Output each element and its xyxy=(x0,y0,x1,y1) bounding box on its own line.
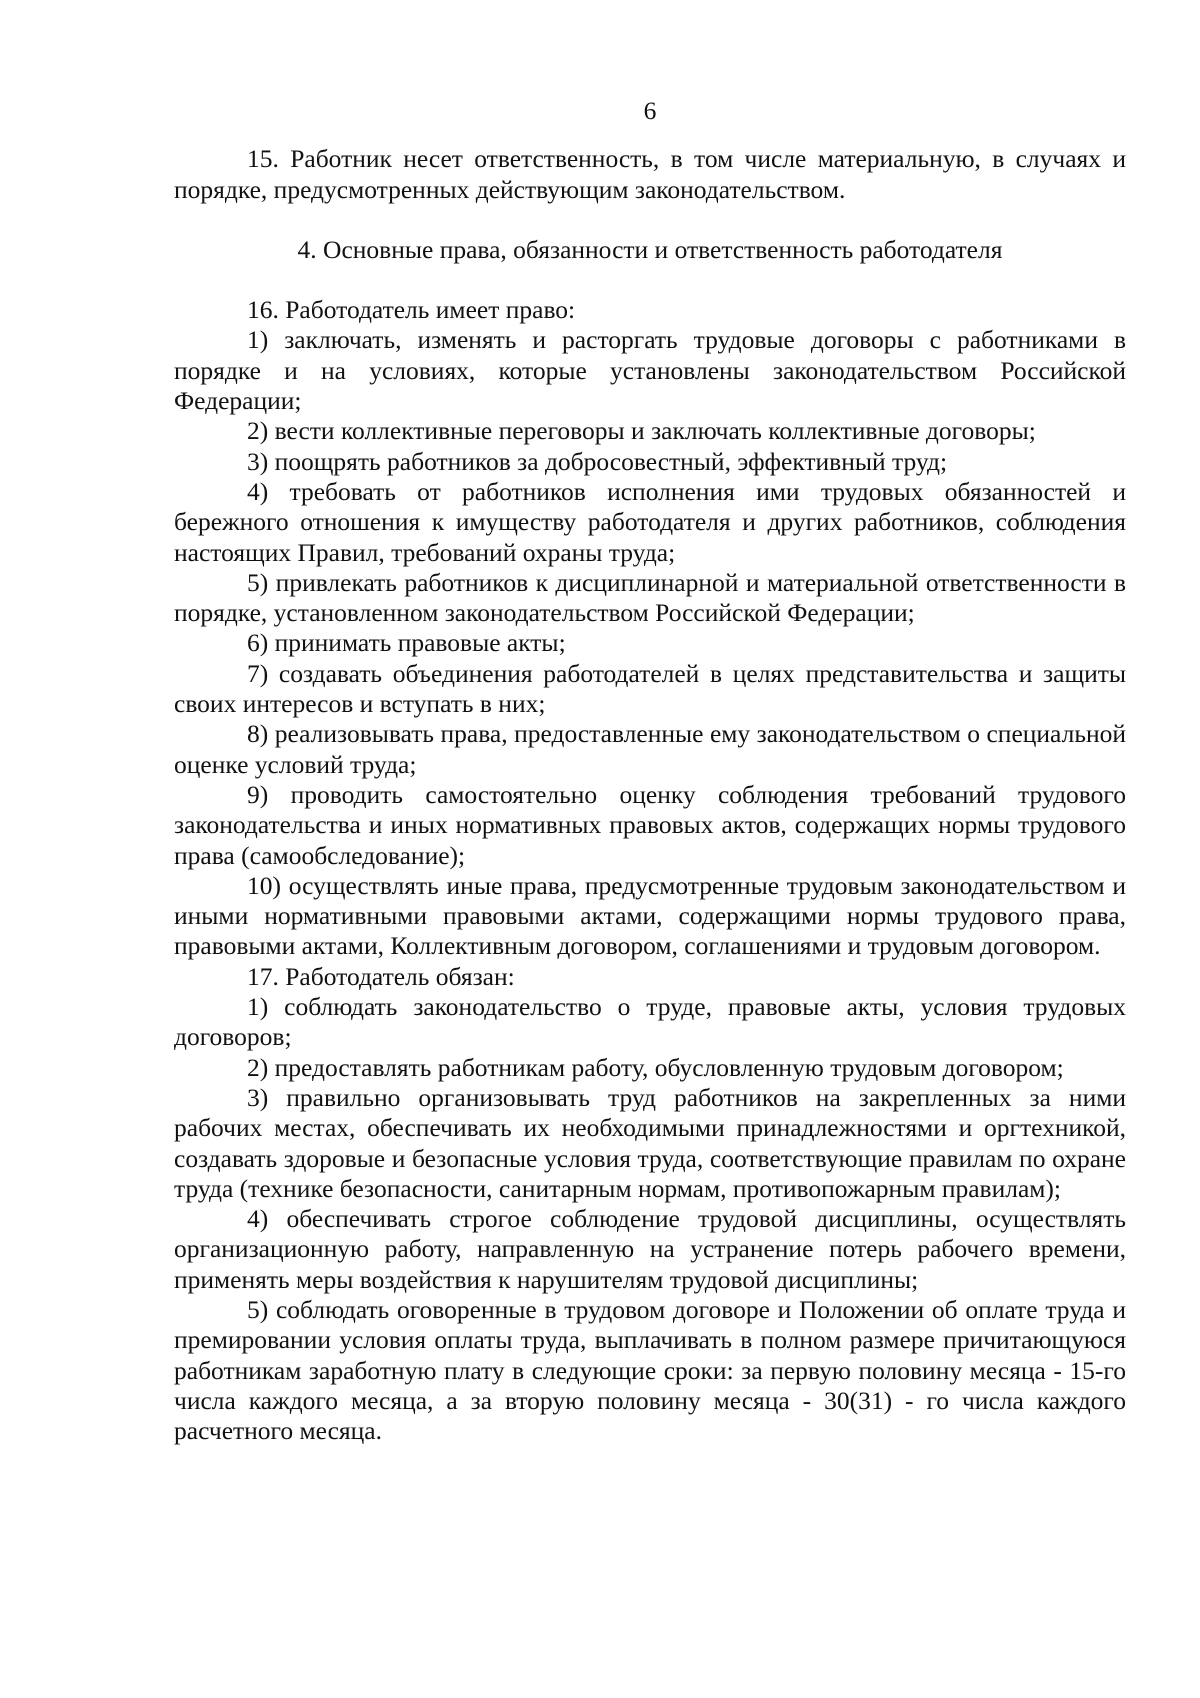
list-item: 3) правильно организовывать труд работников на закрепленных за ними рабочих местах, обеспечивать их необходимыми принадлежностями и оргтехникой, создавать здоровые и безопасные условия труда, соответствующие правилам по охране труда (технике безопасности, санитарным нормам, противопожарным правилам); xyxy=(174,1082,1126,1203)
document-page xyxy=(174,96,1126,1446)
paragraph-15: 15. Работник несет ответственность, в том числе материальную, в случаях и порядке, предусмотренных действующим законодательством. xyxy=(174,144,1126,204)
list-item: 6) принимать правовые акты; xyxy=(247,628,566,658)
list-item: 8) реализовывать права, предоставленные ему законодательством о специальной оценке условий труда; xyxy=(174,719,1126,779)
list-item: 2) вести коллективные переговоры и заключать коллективные договоры; xyxy=(247,416,1036,446)
section-heading: 4. Основные права, обязанности и ответственность работодателя xyxy=(297,234,1003,264)
list-item: 9) проводить самостоятельно оценку соблюдения требований трудового законодательства и иных нормативных правовых актов, содержащих нормы трудового права (самообследование); xyxy=(174,779,1126,870)
list-item: 4) требовать от работников исполнения ими трудовых обязанностей и бережного отношения к имуществу работодателя и других работников, соблюдения настоящих Правил, требований охраны труда; xyxy=(174,476,1126,567)
list-item: 3) поощрять работников за добросовестный, эффективный труд; xyxy=(247,446,948,476)
list-item: 2) предоставлять работникам работу, обусловленную трудовым договором; xyxy=(247,1052,1064,1082)
list-item: 5) соблюдать оговоренные в трудовом договоре и Положении об оплате труда и премировании условия оплаты труда, выплачивать в полном размере причитающуюся работникам заработную плату в следующие сроки: за первую половину месяца - 15-го числа каждого месяца, а за вторую половину месяца - 30(31) - го числа каждого расчетного месяца. xyxy=(174,1294,1126,1446)
page-number: 6 xyxy=(643,96,657,125)
list-item: 10) осуществлять иные права, предусмотренные трудовым законодательством и иными нормативными правовыми актами, содержащими нормы трудового права, правовыми актами, Коллективным договором, соглашениями и трудовым договором. xyxy=(174,870,1126,961)
paragraph-17-intro: 17. Работодатель обязан: xyxy=(247,961,515,991)
list-item: 1) заключать, изменять и расторгать трудовые договоры с работниками в порядке и на условиях, которые установлены законодательством Российской Федерации; xyxy=(174,325,1126,416)
list-item: 1) соблюдать законодательство о труде, правовые акты, условия трудовых договоров; xyxy=(174,992,1126,1052)
list-item: 4) обеспечивать строгое соблюдение трудовой дисциплины, осуществлять организационную работу, направленную на устранение потерь рабочего времени, применять меры воздействия к нарушителям трудовой дисциплины; xyxy=(174,1204,1126,1294)
paragraph-16-intro: 16. Работодатель имеет право: xyxy=(247,295,576,325)
list-item: 5) привлекать работников к дисциплинарной и материальной ответственности в порядке, установленном законодательством Российской Федерации; xyxy=(174,567,1126,628)
list-item: 7) создавать объединения работодателей в целях представительства и защиты своих интересов и вступать в них; xyxy=(174,658,1126,719)
